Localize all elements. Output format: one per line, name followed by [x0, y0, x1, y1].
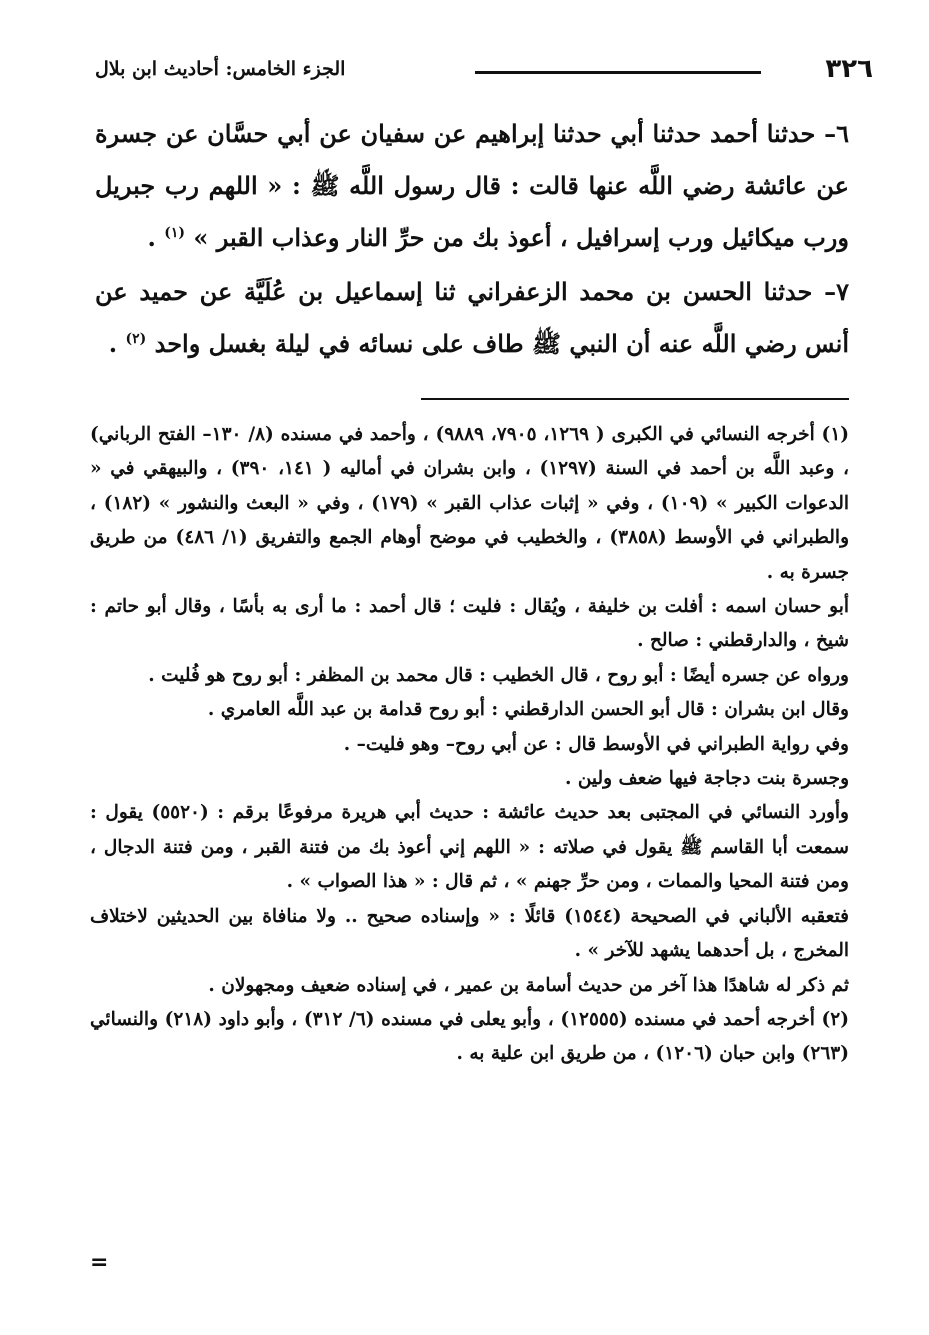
- hadith-lead-word: حدثنا: [766, 119, 816, 148]
- hadith-text-block: [95, 108, 849, 372]
- hadith-end: .: [108, 329, 126, 358]
- hadith-body: أحمد حدثنا أبي حدثنا إبراهيم عن سفيان عن أبي حسَّان عن جسرة عن عائشة رضي اللَّه عنها قالت : قال رسول اللَّه ﷺ : « اللهم رب جبريل ورب ميكائيل ورب إسرافيل ، أعوذ بك من حرِّ النار وعذاب القبر »: [95, 119, 849, 252]
- hadith-number: ٦–: [824, 119, 850, 148]
- hadith-end: .: [147, 223, 165, 252]
- footnote-paragraph: ثم ذكر له شاهدًا هذا آخر من حديث أسامة بن عمير ، في إسناده ضعيف ومجهولان .: [208, 974, 849, 996]
- footnote-paragraph: فتعقبه الألباني في الصحيحة (١٥٤٤) قائلًا : « وإسناده صحيح .. ولا منافاة بين الحديثين لاختلاف المخرج ، بل أحدهما يشهد للآخر » .: [90, 905, 850, 962]
- footnote-separator: [421, 398, 849, 400]
- footnotes-block: [90, 418, 849, 1072]
- footnote-paragraph: ورواه عن جسره أيضًا : أبو روح ، قال الخطيب : قال محمد بن المظفر : أبو روح هو فُليت .: [148, 664, 849, 686]
- footnote-paragraph: وجسرة بنت دجاجة فيها ضعف ولين .: [564, 768, 849, 790]
- hadith-body: الحسن بن محمد الزعفراني ثنا إسماعيل بن عُلَيَّة عن حميد عن أنس رضي اللَّه عنه أن النبي ﷺ طاف على نسائه في ليلة بغسل واحد: [95, 277, 849, 358]
- footnote-ref[interactable]: (١): [164, 225, 186, 241]
- hadith-number: ٧–: [824, 277, 850, 306]
- running-title: الجزء الخامس: أحاديث ابن بلال: [95, 58, 346, 80]
- footnote-paragraph: وأورد النسائي في المجتبى بعد حديث عائشة : حديث أبي هريرة مرفوعًا برقم : (٥٥٢٠) يقول : سمعت أبا القاسم ﷺ يقول في صلاته : « اللهم إني أعوذ بك من فتنة القبر ، ومن فتنة الدجال ، ومن فتنة المحيا والممات ، ومن حرِّ جهنم » ، ثم قال : « هذا الصواب » .: [90, 802, 849, 893]
- footnote-ref[interactable]: (٢): [125, 331, 147, 347]
- header-rule: [475, 71, 761, 74]
- hadith-7: [95, 266, 849, 370]
- continuation-mark: =: [90, 1250, 109, 1275]
- page-number: ٣٢٦: [825, 54, 873, 84]
- hadith-6: [95, 108, 849, 264]
- footnote-paragraph: أبو حسان اسمه : أفلت بن خليفة ، ويُقال : فليت ؛ قال أحمد : ما أرى به بأسًا ، وقال أبو حاتم : شيخ ، والدارقطني : صالح .: [90, 596, 849, 652]
- footnote-paragraph: وقال ابن بشران : قال أبو الحسن الدارقطني : أبو روح قدامة بن عبد اللَّه العامري .: [207, 699, 849, 721]
- page-header: [95, 52, 873, 86]
- footnote-1: (١) أخرجه النسائي في الكبرى ( ١٢٦٩، ٧٩٠٥، ٩٨٨٩) ، وأحمد في مسنده (٨/ ١٣٠– الفتح الرباني) ، وعبد اللَّه بن أحمد في السنة (١٢٩٧) ، وابن بشران في أماليه ( ١٤١، ٣٩٠) ، والبيهقي في « الدعوات الكبير » (١٠٩) ، وفي « إثبات عذاب القبر » (١٧٩) ، وفي « البعث والنشور » (١٨٢) ، والطبراني في الأوسط (٣٨٥٨) ، والخطيب في موضح أوهام الجمع والتفريق (١/ ٤٨٦) من طريق جسرة به .: [90, 424, 850, 583]
- footnote-2: (٢) أخرجه أحمد في مسنده (١٢٥٥٥) ، وأبو يعلى في مسنده (٦/ ٣١٢) ، وأبو داود (٢١٨) والنسائي (٢٦٣) وابن حبان (١٢٠٦) ، من طريق ابن علية به .: [90, 1008, 849, 1065]
- hadith-lead-word: حدثنا: [763, 277, 813, 306]
- footnote-paragraph: وفي رواية الطبراني في الأوسط قال : عن أبي روح– وهو فليت– .: [343, 733, 849, 755]
